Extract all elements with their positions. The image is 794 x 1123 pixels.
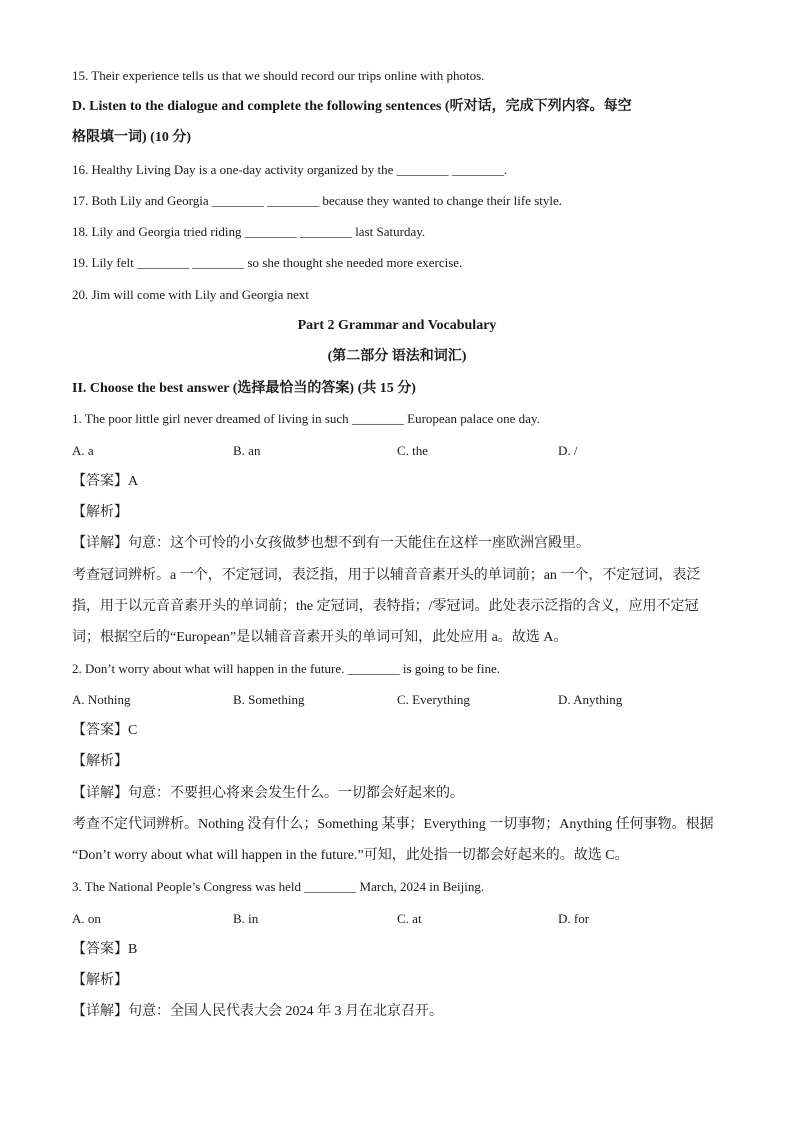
q1-option-c: C. the xyxy=(397,443,429,458)
q1-option-a: A. a xyxy=(72,443,94,458)
q1-explanation-line: 指，用于以元音音素开头的单词前；the 定冠词，表特指；/零冠词。此处表示泛指的含义，应用不定冠 xyxy=(72,599,699,614)
section-d-heading-cont: 格限填一词) (10 分) xyxy=(72,130,191,145)
q3-option-d: D. for xyxy=(558,911,590,926)
q2-analysis-label: 【解析】 xyxy=(72,754,128,769)
q3-analysis-label: 【解析】 xyxy=(72,973,128,988)
question-17: 17. Both Lily and Georgia ________ ________ because they wanted to change their life style. xyxy=(72,193,563,208)
question-16: 16. Healthy Living Day is a one-day activity organized by the ________ ________. xyxy=(72,162,508,177)
q2-option-d: D. Anything xyxy=(558,692,623,707)
question-1-stem: 1. The poor little girl never dreamed of living in such ________ European palace one day. xyxy=(72,411,540,426)
section-heading: II. Choose the best answer (选择最恰当的答案) (共 15 分) xyxy=(72,381,416,396)
part-title: Part 2 Grammar and Vocabulary xyxy=(297,318,497,333)
q2-option-c: C. Everything xyxy=(397,692,470,707)
q1-explanation-line: 词；根据空后的“European”是以辅音音素开头的单词可知，此处应用 a。故选 A。 xyxy=(72,630,568,645)
question-3-stem: 3. The National People’s Congress was held ________ March, 2024 in Beijing. xyxy=(72,879,485,894)
q2-explanation-line: 考查不定代词辨析。Nothing 没有什么；Something 某事；Everything 一切事物；Anything 任何事物。根据 xyxy=(72,817,714,832)
q1-detail: 【详解】句意：这个可怜的小女孩做梦也想不到有一天能住在这样一座欧洲宫殿里。 xyxy=(72,536,590,551)
question-20: 20. Jim will come with Lily and Georgia next xyxy=(72,287,309,302)
question-2-stem: 2. Don’t worry about what will happen in the future. ________ is going to be fine. xyxy=(72,661,500,676)
q2-answer: 【答案】C xyxy=(72,723,138,738)
question-19: 19. Lily felt ________ ________ so she thought she needed more exercise. xyxy=(72,255,463,270)
q1-option-b: B. an xyxy=(233,443,261,458)
question-18: 18. Lily and Georgia tried riding ________ ________ last Saturday. xyxy=(72,224,426,239)
q3-answer: 【答案】B xyxy=(72,942,138,957)
q1-option-d: D. / xyxy=(558,443,578,458)
q3-option-b: B. in xyxy=(233,911,259,926)
part-subtitle: (第二部分 语法和词汇) xyxy=(327,349,467,364)
q3-option-a: A. on xyxy=(72,911,101,926)
question-15: 15. Their experience tells us that we should record our trips online with photos. xyxy=(72,68,485,83)
q1-explanation-line: 考查冠词辨析。a 一个，不定冠词，表泛指，用于以辅音音素开头的单词前；an 一个，不定冠词，表泛 xyxy=(72,568,701,583)
q3-detail: 【详解】句意：全国人民代表大会 2024 年 3 月在北京召开。 xyxy=(72,1004,443,1019)
q2-explanation-line: “Don’t worry about what will happen in the future.”可知，此处指一切都会好起来的。故选 C。 xyxy=(72,848,629,863)
q2-option-a: A. Nothing xyxy=(72,692,131,707)
q2-option-b: B. Something xyxy=(233,692,305,707)
q1-answer: 【答案】A xyxy=(72,474,139,489)
q2-detail: 【详解】句意：不要担心将来会发生什么。一切都会好起来的。 xyxy=(72,786,464,801)
section-d-heading: D. Listen to the dialogue and complete the following sentences (听对话，完成下列内容。每空 xyxy=(72,99,632,114)
q1-analysis-label: 【解析】 xyxy=(72,505,128,520)
q3-option-c: C. at xyxy=(397,911,422,926)
